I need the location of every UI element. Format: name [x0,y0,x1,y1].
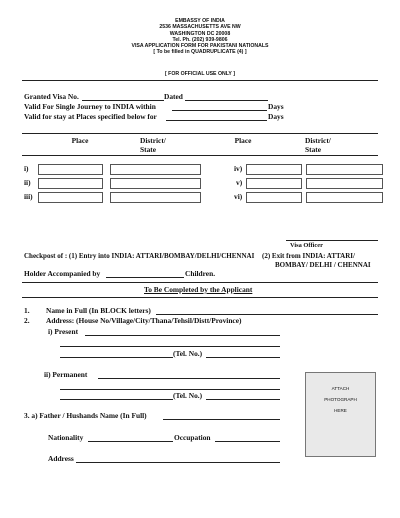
header-line: Tel. Ph. (202) 939-9806 [172,36,228,43]
father-husband-name-label: 3. a) Father / Hushands Name (In Full) [24,411,147,420]
place-input[interactable] [38,192,103,203]
father-husband-name-field[interactable] [163,419,280,420]
address-label: Address: (House No/Village/City/Thana/Tehsil/Distt/Province) [46,316,242,325]
photo-box[interactable] [305,372,376,457]
permanent-address-line-2[interactable] [60,389,280,390]
table-top-rule [22,133,378,134]
place-header: Place [234,136,252,145]
state-header: State [305,145,322,154]
district-header: District/ [305,136,331,145]
stay-places-label: Valid for stay at Places specified below for [24,112,157,121]
occupation-field[interactable] [215,441,280,442]
district-input[interactable] [306,178,383,189]
section-rule [22,282,378,283]
place-header: Place [71,136,89,145]
days-label: Days [268,112,284,121]
header-line: 2536 MASSACHUSETTS AVE NW [159,24,241,31]
nationality-label: Nationality [48,433,84,442]
stay-days-field[interactable] [166,120,267,121]
place-input[interactable] [246,164,302,175]
holder-label: Holder Accompanied by [24,269,101,278]
checkpost-entry: Checkpost of : (1) Entry into INDIA: ATTARI/BOMBAY/DELHI/CHENNAI [24,252,255,260]
address-label: Address [48,454,74,463]
row-label: iii) [24,192,33,201]
checkpost-exit-cities: BOMBAY/ DELHI / CHENNAI [275,261,371,269]
place-input[interactable] [246,192,302,203]
district-header: District/ [140,136,166,145]
occupation-label: Occupation [174,433,211,442]
district-input[interactable] [306,164,383,175]
tel-label: (Tel. No.) [173,391,203,400]
place-input[interactable] [246,178,302,189]
dated-field[interactable] [185,100,268,101]
permanent-tel-field[interactable] [206,399,280,400]
place-input[interactable] [38,164,103,175]
tel-label: (Tel. No.) [173,349,203,358]
permanent-address-line-3[interactable] [60,399,173,400]
father-address-field[interactable] [76,462,280,463]
row-label: iv) [234,164,243,173]
applicant-section-title: To Be Completed by the Applicant [144,285,253,294]
single-journey-field[interactable] [172,110,267,111]
granted-visa-no-label: Granted Visa No. [24,92,79,101]
present-tel-field[interactable] [206,357,280,358]
present-label: i) Present [48,327,79,336]
header-line: WASHINGTON DC 20008 [169,30,231,37]
visa-officer-signature-line[interactable] [286,240,378,241]
divider [22,80,378,81]
permanent-address-line-1[interactable] [98,378,280,379]
row-label: v) [236,178,243,187]
district-input[interactable] [110,192,201,203]
name-field[interactable] [156,314,378,315]
photo-box-text: PHOTOGRAPH [324,397,357,402]
official-use-label: [ FOR OFFICIAL USE ONLY ] [165,71,235,77]
single-journey-label: Valid For Single Journey to INDIA within [24,102,156,111]
district-input[interactable] [110,164,201,175]
visa-officer-label: Visa Officer [290,242,323,249]
header-line: [ To be filled in QUADRUPLICATE (4) ] [153,49,247,56]
table-header-rule [22,155,378,156]
row-label: vi) [234,192,243,201]
header-line: EMBASSY OF INDIA [175,18,225,24]
present-address-line-2[interactable] [60,346,280,347]
row-label: ii) [24,178,31,187]
days-label: Days [268,102,284,111]
photo-box-text: HERE [334,408,347,413]
item-number: 1. [24,306,30,315]
permanent-label: ii) Permanent [44,370,88,379]
place-input[interactable] [38,178,103,189]
state-header: State [140,145,157,154]
row-label: i) [24,164,29,173]
header-line: VISA APPLICATION FORM FOR PAKISTANI NATIONALS [131,43,269,50]
granted-visa-no-field[interactable] [82,100,164,101]
section-rule [22,297,378,298]
children-label: Children. [185,269,216,278]
district-input[interactable] [306,192,383,203]
present-address-line-1[interactable] [85,335,280,336]
name-label: Name in Full (In BLOCK letters) [46,306,151,315]
holder-field[interactable] [106,277,184,278]
embassy-header [0,18,400,56]
photo-box-text: ATTACH [331,386,350,391]
checkpost-exit: (2) Exit from INDIA: ATTARI/ [262,252,355,260]
dated-label: Dated [164,92,183,101]
nationality-field[interactable] [88,441,173,442]
item-number: 2. [24,316,30,325]
present-address-line-3[interactable] [60,357,173,358]
district-input[interactable] [110,178,201,189]
